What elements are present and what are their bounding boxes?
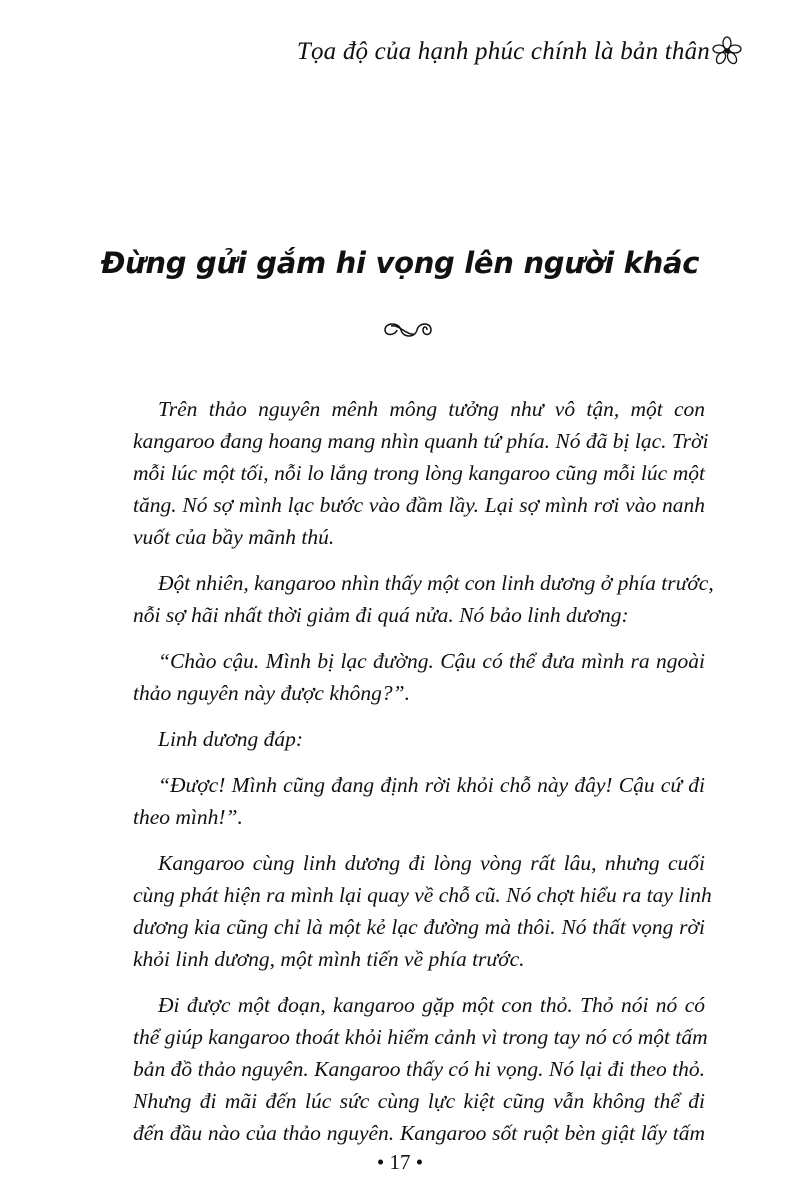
- text-line: thảo nguyên này được không?”.: [133, 681, 410, 705]
- text-line: đến đầu nào của thảo nguyên. Kangaroo sốt ruột bèn giật lấy tấm: [133, 1121, 705, 1145]
- text-line: Đột nhiên, kangaroo nhìn thấy một con linh dương ở phía trước,: [158, 571, 714, 595]
- paragraph: [133, 769, 705, 833]
- text-line: kangaroo đang hoang mang nhìn quanh tứ phía. Nó đã bị lạc. Trời: [133, 429, 709, 453]
- running-header-title: Tọa độ của hạnh phúc chính là bản thân: [296, 38, 710, 65]
- text-line: “Được! Mình cũng đang định rời khỏi chỗ này đây! Cậu cứ đi: [158, 773, 705, 797]
- text-line: thể giúp kangaroo thoát khỏi hiểm cảnh vì trong tay nó có một tấm: [133, 1025, 708, 1049]
- text-line: theo mình!”.: [133, 805, 243, 829]
- text-line: bản đồ thảo nguyên. Kangaroo thấy có hi vọng. Nó lại đi theo thỏ.: [133, 1057, 705, 1081]
- ornament-divider-icon: [381, 318, 437, 342]
- text-line: “Chào cậu. Mình bị lạc đường. Cậu có thể đưa mình ra ngoài: [158, 649, 705, 673]
- page-number: • 17 •: [376, 1150, 424, 1174]
- flower-icon: [712, 36, 742, 66]
- body-text: [133, 393, 714, 1163]
- text-line: Đi được một đoạn, kangaroo gặp một con thỏ. Thỏ nói nó có: [158, 993, 705, 1017]
- text-line: tăng. Nó sợ mình lạc bước vào đầm lầy. Lại sợ mình rơi vào nanh: [133, 493, 705, 517]
- chapter-title: Đừng gửi gắm hi vọng lên người khác: [100, 246, 700, 280]
- text-line: cùng phát hiện ra mình lại quay về chỗ cũ. Nó chợt hiểu ra tay linh: [133, 883, 712, 907]
- paragraph: [133, 847, 712, 975]
- text-line: khỏi linh dương, một mình tiến về phía trước.: [133, 947, 525, 971]
- paragraph: [133, 645, 705, 709]
- text-line: nỗi sợ hãi nhất thời giảm đi quá nửa. Nó bảo linh dương:: [133, 603, 629, 627]
- text-line: vuốt của bầy mãnh thú.: [133, 525, 335, 549]
- paragraph: [133, 723, 705, 755]
- paragraph: [133, 989, 708, 1149]
- text-line: mỗi lúc một tối, nỗi lo lắng trong lòng kangaroo cũng mỗi lúc một: [133, 461, 705, 485]
- text-line: dương kia cũng chỉ là một kẻ lạc đường mà thôi. Nó thất vọng rời: [133, 915, 705, 939]
- paragraph: [133, 567, 714, 631]
- text-line: Nhưng đi mãi đến lúc sức cùng lực kiệt cũng vẫn không thể đi: [133, 1089, 705, 1113]
- text-line: Trên thảo nguyên mênh mông tưởng như vô tận, một con: [158, 397, 705, 421]
- paragraph: [133, 393, 709, 553]
- text-line: Kangaroo cùng linh dương đi lòng vòng rất lâu, nhưng cuối: [158, 851, 705, 875]
- text-line: Linh dương đáp:: [158, 727, 304, 751]
